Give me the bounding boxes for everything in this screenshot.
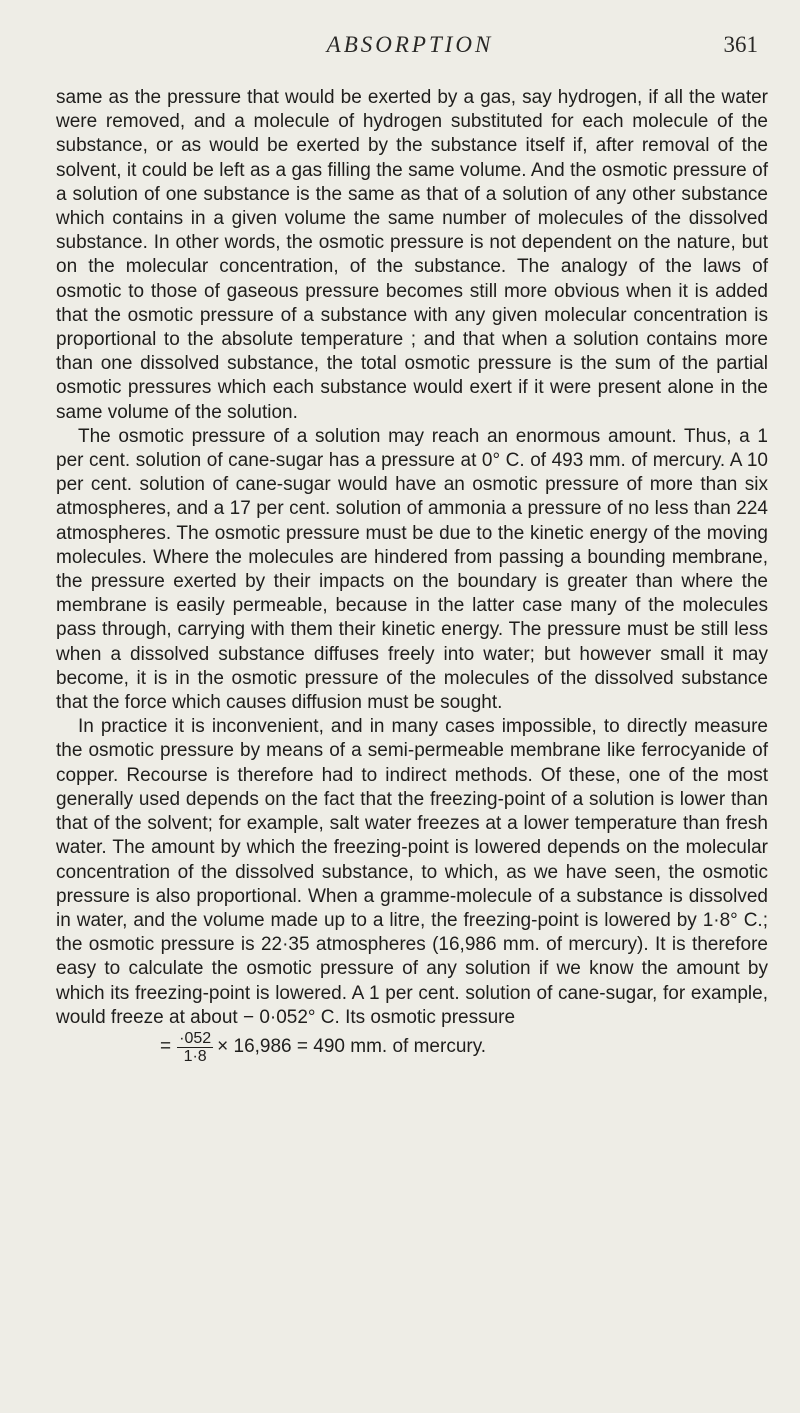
paragraph-osmotic-pressure-amount: The osmotic pressure of a solution may reach an enormous amount. Thus, a 1 per cent. solution of cane-sugar has a pressure at 0° C. of 493 mm. of mercury. A 10 per cent. solution of cane-sugar would have an osmotic pressure of more than six atmospheres, and a 17 per cent. solution of ammonia a pressure of no less than 224 atmospheres. The osmotic pressure must be due to the kinetic energy of the moving molecules. Where the molecules are hindered from passing a bounding membrane, the pressure exerted by their impacts on the boundary is greater than where the membrane is easily permeable, because in the latter case many of the molecules pass through, carrying with them their kinetic energy. The pressure must be still less when a dissolved substance diffuses freely into water; but however small it may become, it is in the osmotic pressure of the molecules of the dissolved substance that the force which causes diffusion must be sought.	[56, 425, 768, 714]
formula-result: × 16,986 = 490 mm. of mercury.	[217, 1036, 487, 1058]
formula-fraction	[177, 1030, 213, 1065]
paragraph-continuation: same as the pressure that would be exerted by a gas, say hydrogen, if all the water were removed, and a molecule of hydrogen substituted for each molecule of the substance, or as would be exerted by the substance itself if, after removal of the solvent, it could be left as a gas filling the same volume. And the osmotic pressure of a solution of one substance is the same as that of a solution of any other substance which contains in a given volume the same number of molecules of the dissolved substance. In other words, the osmotic pressure is not dependent on the nature, but on the molecular concentration, of the substance. The analogy of the laws of osmotic to those of gaseous pressure becomes still more obvious when it is added that the osmotic pressure of a substance with any given molecular concentration is proportional to the absolute temperature ; and that when a solution contains more than one dissolved substance, the total osmotic pressure is the sum of the partial osmotic pressures which each substance would exert if it were present alone in the same volume of the solution.	[56, 87, 768, 423]
running-head	[60, 32, 760, 68]
body-text	[56, 86, 768, 1065]
formula-equals: =	[160, 1036, 172, 1058]
osmotic-pressure-formula	[56, 1030, 768, 1065]
running-title: ABSORPTION	[326, 32, 494, 57]
paragraph-indirect-methods: In practice it is inconvenient, and in many cases impossible, to directly measure the osmotic pressure by means of a semi-permeable membrane like ferrocyanide of copper. Recourse is therefore had to indirect methods. Of these, one of the most generally used depends on the fact that the freezing-point of a solution is lower than that of the solvent; for example, salt water freezes at a lower temperature than fresh water. The amount by which the freezing-point is lowered depends on the molecular concentration of the dissolved substance, to which, as we have seen, the osmotic pressure is also proportional. When a gramme-molecule of a substance is dissolved in water, and the volume made up to a litre, the freezing-point is lowered by 1·8° C.; the osmotic pressure is 22·35 atmospheres (16,986 mm. of mercury). It is therefore easy to calculate the osmotic pressure of any solution if we know the amount by which its freezing-point is lowered. A 1 per cent. solution of cane-sugar, for example, would freeze at about − 0·052° C. Its osmotic pressure	[56, 716, 768, 1028]
formula-numerator: ·052	[179, 1029, 212, 1047]
formula-denominator: 1·8	[183, 1047, 207, 1065]
page-number: 361	[723, 32, 758, 57]
